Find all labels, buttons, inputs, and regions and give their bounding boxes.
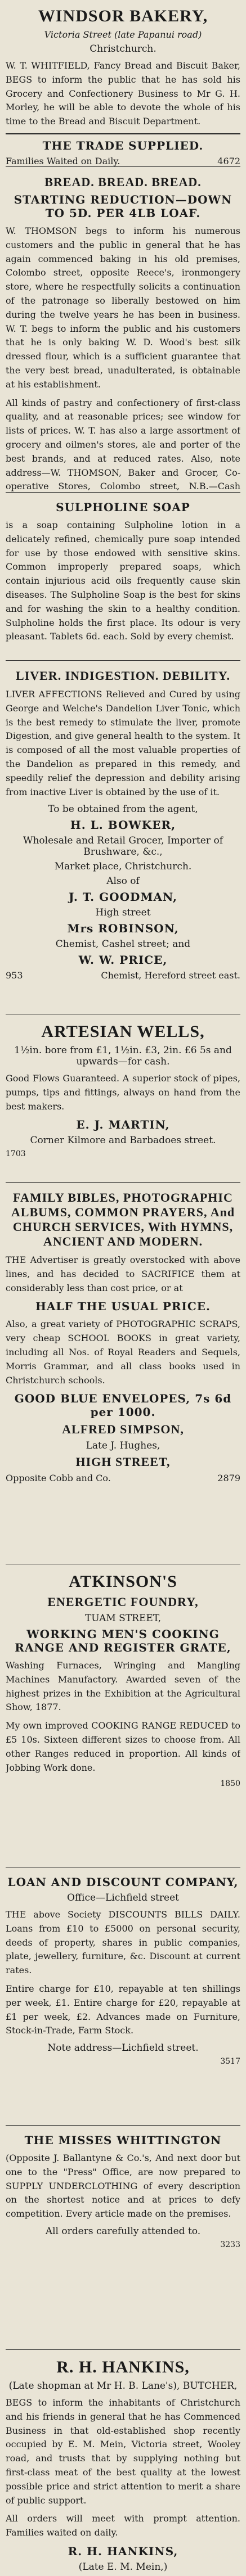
ad-body2: Entire charge for £10, repayable at ten shillings per week, £1. Entire charge for £20, repayable at £1 per week, £2. Advances made on Furniture, Stock-in-Trade, Farm Stock. — [6, 1983, 240, 2036]
ad-body: (Opposite J. Ballantyne & Co.'s, And next door but one to the "Press" Office, are now prepared to SUPPLY UNDERCLOTHING of every description on the shortest notice and at prices to defy competition. Every article made on the premises. — [6, 2153, 240, 2219]
ad-footer-row — [6, 156, 240, 166]
ad-body2: Washing Furnaces, Wringing and Mangling Machines Manufactory. Awarded seven of the highest prizes in the Exhibition at the Agricultural Show, 1877. — [6, 1660, 240, 1713]
ad-footer2: Families Waited on Daily. — [6, 155, 120, 166]
ad-headline: THE MISSES WHITTINGTON — [24, 2133, 222, 2147]
ad-headline: FAMILY BIBLES, PHOTOGRAPHIC ALBUMS, COMMON PRAYERS, And CHURCH SERVICES, With HYMNS, ANCIENT AND MODERN. — [11, 1190, 235, 1248]
ad-footer: All orders carefully attended to. — [45, 2225, 201, 2237]
ad-number: 2879 — [217, 1473, 240, 1484]
ad-misses-whittington — [6, 2126, 240, 2350]
ad-headline: LOAN AND DISCOUNT COMPANY, — [7, 1875, 239, 1889]
ad-name-sub: (Late E. M. Mein,) — [78, 2561, 168, 2573]
ad-headline: R. H. HANKINS, — [56, 2358, 190, 2376]
ad-liver-tonic — [6, 661, 240, 1014]
agent-place: Market place, Christchurch. — [54, 861, 192, 873]
also1-name: J. T. GOODMAN, — [69, 890, 177, 904]
ad-headline: ARTESIAN WELLS, — [41, 1022, 205, 1041]
ad-subline: Office—Lichfield street — [67, 1892, 179, 1903]
ad-footer: THE TRADE SUPPLIED. — [42, 138, 204, 152]
ad-body2: All kinds of pastry and confectionery of first-class quality, and at reasonable prices; see window for lists of prices. W. T. has also a large assortment of grocery and oilmen's stores, ale and porter of the best brands, and at reduced rates. Also, note address—W. THOMSON, Baker and Grocer, Co-operative Stores, Colombo street, N.B.—Cash — [6, 397, 240, 492]
ad-windsor-bakery — [6, 3, 240, 167]
also3-place: Chemist, Hereford street east. — [101, 970, 240, 981]
ad-headline: LIVER. INDIGESTION. DEBILITY. — [16, 669, 230, 683]
ad-family-bibles — [6, 1183, 240, 1564]
ad-name: R. H. HANKINS, — [68, 2544, 178, 2558]
ad-number: 3517 — [220, 2057, 240, 2067]
also2-place: Chemist, Cashel street; and — [55, 939, 191, 950]
ad-atkinsons-foundry — [6, 1564, 240, 1867]
ad-divider — [6, 133, 240, 134]
also1-place: High street — [95, 907, 151, 919]
ad-body: LIVER AFFECTIONS Relieved and Cured by using George and Welche's Dandelion Liver Tonic, which is the best remedy to stimulate the liver, promote Digestion, and give general health to the system. It is composed of all the most valuable properties of the Dandelion as prepared in this remedy, and speedily relief the depression and debility arising from inactive Liver is obtained by the use of it. — [6, 689, 240, 797]
ad-subline: Victoria Street (late Papanui road) — [44, 29, 202, 40]
agent-name: H. L. BOWKER, — [70, 818, 176, 832]
ad-address: TUAM STREET, — [84, 1613, 162, 1624]
ad-offer: HALF THE USUAL PRICE. — [35, 1300, 211, 1314]
ad-headline: ATKINSON'S — [69, 1572, 177, 1591]
ad-footer-row — [6, 1473, 240, 1483]
ad-subline: ENERGETIC FOUNDRY, — [47, 1595, 199, 1609]
ad-extra: GOOD BLUE ENVELOPES, 7s 6d per 1000. — [14, 1392, 232, 1419]
ad-name: E. J. MARTIN, — [76, 1118, 170, 1132]
ad-subline: 1½in. bore from £1, 1½in. £3, 2in. £6 5s and upwards—for cash. — [14, 1045, 232, 1067]
ad-body: Good Flows Guaranteed. A superior stock of pipes, pumps, tips and fittings, always on hand from the best makers. — [6, 1073, 240, 1112]
ad-headline: BREAD. BREAD. BREAD. — [44, 175, 202, 189]
ad-body: W. T. WHITFIELD, Fancy Bread and Biscuit Baker, BEGS to inform the public that he has sold his Grocery and Confectionery Business to Mr G. H. Morley, he will be able to devote the whole of his time to the Bread and Biscuit Department. — [6, 60, 240, 127]
ad-number: 3233 — [220, 2240, 240, 2249]
ad-number: 4672 — [217, 155, 240, 166]
ad-number: 1703 — [6, 1149, 26, 1159]
ad-body: is a soap containing Sulpholine lotion in a delicately refined, chemically pure soap intended for use by those endowed with sensitive skins. Common improperly prepared soaps, which contain injurious acid oils frequently cause skin diseases. The Sulpholine Soap is the best for skins and for washing the skin to a healthy condition. Sulpholine holds the first place. Its odour is very pleasant. Tablets 6d. each. Sold by every chemist. — [6, 520, 240, 642]
ad-body2: All orders will meet with prompt attention. Families waited on daily. — [6, 2513, 240, 2538]
ad-headline: WINDSOR BAKERY, — [38, 7, 208, 25]
ad-name: ALFRED SIMPSON, — [62, 1422, 184, 1437]
ad-headline: SULPHOLINE SOAP — [56, 500, 190, 514]
ad-footer-row — [6, 970, 240, 981]
ad-body: THE above Society DISCOUNTS BILLS DAILY. Loans from £10 to £5000 on personal security, deeds of property, shares in public companies, plate, jewellery, furniture, &c. Discount at current rates. — [6, 1909, 240, 1976]
ad-place: Christchurch. — [90, 43, 156, 55]
ad-address: Corner Kilmore and Barbadoes street. — [30, 1135, 216, 1147]
also-label: Also of — [106, 876, 140, 887]
also3-name: W. W. PRICE, — [78, 953, 168, 967]
ad-address: HIGH STREET, — [75, 1455, 171, 1469]
ad-subline: (Late shopman at Mr H. B. Lane's), BUTCHER, — [8, 2380, 238, 2392]
ad-number: 953 — [6, 970, 23, 981]
ad-body: W. THOMSON begs to inform his numerous customers and the public in general that he has again commenced baking in his old premises, Colombo street, opposite Reece's, ironmongery store, where he respectfully solicits a continuation of the patronage so liberally bestowed on him during the twelve years he has been in business. W. T. begs to inform the public and his customers that he is only baking W. D. Wood's best silk dressed flour, which is a sufficient guarantee that the very best bread, unadulterated, is obtainable at his establishment. — [6, 225, 240, 390]
ad-body: BEGS to inform the inhabitants of Christchurch and his friends in general that he has Commenced Business in that old-established shop recently occupied by E. M. Mein, Victoria street, Wooley road, and trusts that by supplying nothing but first-class meat of the best quality at the lowest possible price and strict attention to merit a share of public support. — [6, 2397, 240, 2506]
ad-body2: Also, a great variety of PHOTOGRAPHIC SCRAPS, very cheap SCHOOL BOOKS in great variety, including all Nos. of Royal Readers and Sequels, Morris Grammar, and all class books used in Christchurch schools. — [6, 1319, 240, 1386]
ad-body3: My own improved COOKING RANGE REDUCED to £5 10s. Sixteen different sizes to choose from. All other Ranges reduced in proportion. All kinds of Jobbing Work done. — [6, 1720, 240, 1773]
ad-name-sub: Late J. Hughes, — [86, 1440, 160, 1452]
ad-loan-discount — [6, 1867, 240, 2126]
ad-address: Note address—Lichfield street. — [47, 2042, 199, 2054]
ad-address2: Opposite Cobb and Co. — [6, 1473, 111, 1484]
ad-artesian-wells — [6, 1014, 240, 1183]
also2-name: Mrs ROBINSON, — [67, 922, 179, 936]
ad-body: WORKING MEN'S COOKING RANGE AND REGISTER GRATE, — [15, 1627, 231, 1654]
ad-subline: STARTING REDUCTION—DOWN TO 5D. PER 4LB LOAF. — [14, 193, 232, 220]
ad-number: 1850 — [220, 1779, 240, 1789]
agent-label: To be obtained from the agent, — [48, 804, 198, 815]
ad-hankins-butcher — [6, 2350, 240, 2576]
ad-body: THE Advertiser is greatly overstocked with above lines, and has decided to SACRIFICE them at considerably less than cost price, or at — [6, 1255, 240, 1293]
ad-sulpholine-soap — [6, 493, 240, 661]
ad-thomson-bread — [6, 167, 240, 493]
agent-desc: Wholesale and Retail Grocer, Importer of Brushware, &c., — [23, 835, 223, 858]
